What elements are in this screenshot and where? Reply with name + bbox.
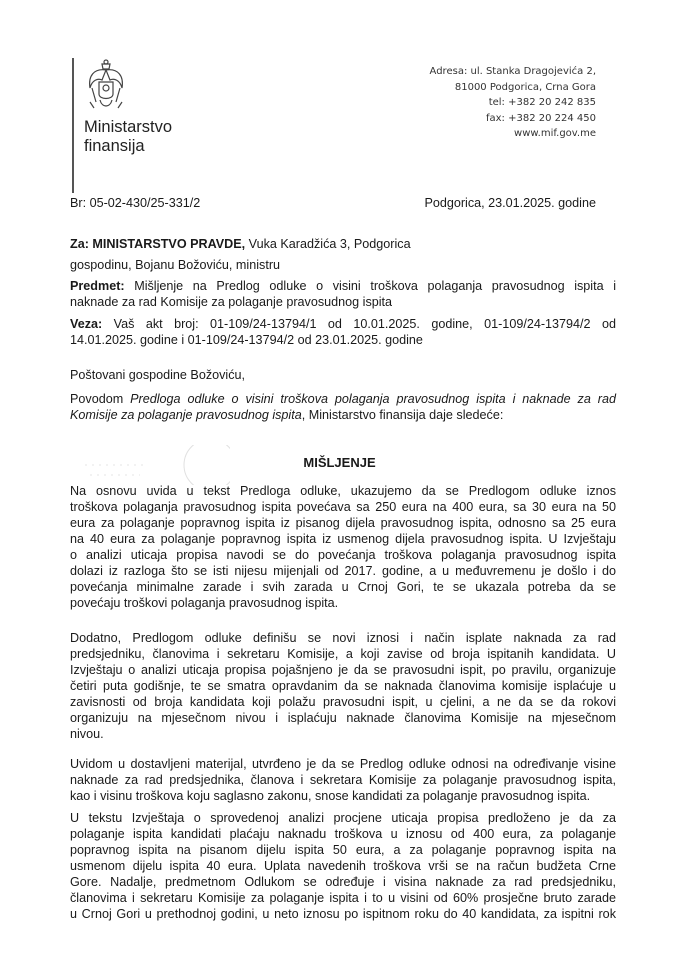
letterhead-divider: [72, 58, 74, 193]
paragraph-line: na 40 eura za polaganje popravnog ispita iz usmenog dijela pravosudnog ispita. U Izvještaju: [70, 532, 616, 546]
paragraph-line: U tekstu Izvještaja o sprovedenoj analizi procjene uticaja propisa predloženo je da za: [70, 811, 616, 825]
connection-line: [70, 316, 616, 332]
paragraph-line: članovima i sekretaru Komisije za polaganje ispita i to u visini od 60% prosječne bruto zarade: [70, 891, 616, 905]
place-date: Podgorica, 23.01.2025. godine: [424, 196, 596, 210]
website-line: www.mif.gov.me: [514, 128, 596, 139]
paragraph-line: popravnog ispita na pisanom dijelu ispita 50 eura, a za polaganje popravnog ispita na: [70, 843, 616, 857]
fax-line: fax: +382 20 224 450: [485, 112, 596, 124]
paragraph-line: povećanja minimalne zarade i svih zarada u Crnoj Gori, te se ukazala potreba da se: [70, 580, 616, 594]
intro-italic: Predloga odluke o visini troškova polaganja pravosudnog ispita i naknade za rad: [130, 392, 616, 406]
paragraph-line: polaganje ispita kandidati plaćaju naknadu troškova u iznosu od 400 eura, za polaganje: [70, 827, 616, 841]
paragraph-line: povećaju troškovi polaganja pravosudnog ispita.: [70, 596, 339, 610]
paragraph-line: Dodatno, Predlogom odluke definišu se novi iznosi i način isplate naknada za rad: [70, 631, 616, 645]
paragraph: [70, 483, 616, 611]
intro-suffix: , Ministarstvo finansija daje sledeće:: [301, 408, 504, 422]
coat-of-arms-logo: [84, 58, 128, 114]
paragraph: [70, 630, 616, 742]
recipient-address: Vuka Karadžića 3, Podgorica: [245, 237, 411, 251]
ministry-contact-block: [430, 64, 596, 142]
address-line: Adresa: ul. Stanka Dragojevića 2,: [429, 66, 596, 77]
connection-label: Veza:: [70, 317, 103, 331]
paragraph-line: troškova polaganja pravosudnog ispita povećava sa 250 eura na 400 eura, sa 30 eura na 50: [70, 500, 616, 514]
intro-italic: Komisije za polaganje pravosudnog ispita: [70, 408, 302, 422]
paragraph-line: u Crnoj Gori u prethodnoj godini, u neto iznosu po ispitnom roku do 40 kandidata, za ispitni rok: [70, 907, 616, 921]
ministry-name-line: Ministarstvo: [84, 118, 173, 136]
paragraph-line: dolazi iz razloga što se isti nijesu mijenjali od 2017. godine, a u međuvremenu je došlo i do: [70, 564, 616, 578]
recipient-label: Za: MINISTARSTVO PRAVDE,: [70, 237, 246, 251]
address-line: 81000 Podgorica, Crna Gora: [454, 81, 596, 93]
paragraph-line: Uvidom u dostavljeni materijal, utvrđeno je da se Predlog odluke odnosi na određivanje visine: [70, 757, 616, 771]
paragraph-line: Gore. Nadalje, predmetnom Odlukom se određuje i visina naknade za rad predsjedniku,: [70, 875, 616, 889]
reference-number: Br: 05-02-430/25-331/2: [70, 196, 201, 210]
paragraph: [70, 810, 616, 922]
ministry-name: [84, 118, 172, 156]
paragraph-line: četiri puta godišnje, te se smatra opravdanim da se naknada članovima komisije isplaćuje u: [70, 679, 616, 693]
paragraph-line: zavisnosti od broja kandidata koji polažu pravosudni ispit, u cjelini, a ne da se da rokovi: [70, 695, 616, 709]
recipient-line: [70, 236, 411, 252]
paragraph-line: Izvještaju o analizi uticaja propisa pojašnjeno je da se pravosudni ispit, po pravilu, organizuje: [70, 663, 616, 677]
intro-line: [70, 407, 616, 423]
paragraph-line: predsjedniku, članovima i sekretaru Komisije, a koji zavise od broja ispitanih kandidata. U: [70, 647, 616, 661]
salutation: Poštovani gospodine Božoviću,: [70, 368, 246, 382]
phone-line: tel: +382 20 242 835: [488, 97, 596, 108]
paragraph-line: usmenom dijelu ispita 40 eura. Uplata navedenih troškova vrši se na račun budžeta Crne: [70, 859, 616, 873]
ministry-name-line: finansija: [84, 137, 145, 155]
connection-line: 14.01.2025. godine i 01-109/24-13794/2 od 23.01.2025. godine: [70, 333, 423, 347]
subject-block: [70, 278, 616, 310]
intro-paragraph: [70, 391, 616, 423]
subject-label: Predmet:: [70, 279, 125, 293]
connection-block: [70, 316, 616, 348]
subject-line: [70, 278, 616, 294]
paragraph: [70, 756, 616, 804]
recipient-person: gospodinu, Bojanu Božoviću, ministru: [70, 258, 281, 272]
paragraph-line: nivou.: [70, 727, 104, 741]
subject-line: naknade za rad Komisije za polaganje pravosudnog ispita: [70, 295, 393, 309]
paragraph-line: kao i visinu troškova koju saglasno zakonu, snose kandidati za polaganje pravosudnog ispita.: [70, 789, 591, 803]
intro-prefix: Povodom: [70, 392, 131, 406]
paragraph-line: o analizi uticaja propisa navodi se do povećanja troškova polaganja pravosudnog ispita: [70, 548, 616, 562]
paragraph-line: eura za polaganje popravnog ispita iz pisanog dijela pravosudnog ispita, odnosno sa 25 eura: [70, 516, 616, 530]
subject-text: Mišljenje na Predlog odluke o visini troškova polaganja pravosudnog ispita i: [124, 279, 616, 293]
paragraph-line: organizuju na mjesečnom nivou i isplaćuju naknade članovima Komisije na mjesečnom: [70, 711, 616, 725]
connection-text: Vaš akt broj: 01-109/24-13794/1 od 10.01.2025. godine, 01-109/24-13794/2 od: [102, 317, 616, 331]
paragraph-line: Na osnovu uvida u tekst Predloga odluke, ukazujemo da se Predlogom odluke iznos: [70, 484, 616, 498]
opinion-title: MIŠLJENJE: [303, 455, 376, 470]
paragraph-line: naknade za rad predsjednika, članova i sekretara Komisije za polaganje pravosudnog ispita,: [70, 773, 616, 787]
intro-line: [70, 391, 616, 407]
